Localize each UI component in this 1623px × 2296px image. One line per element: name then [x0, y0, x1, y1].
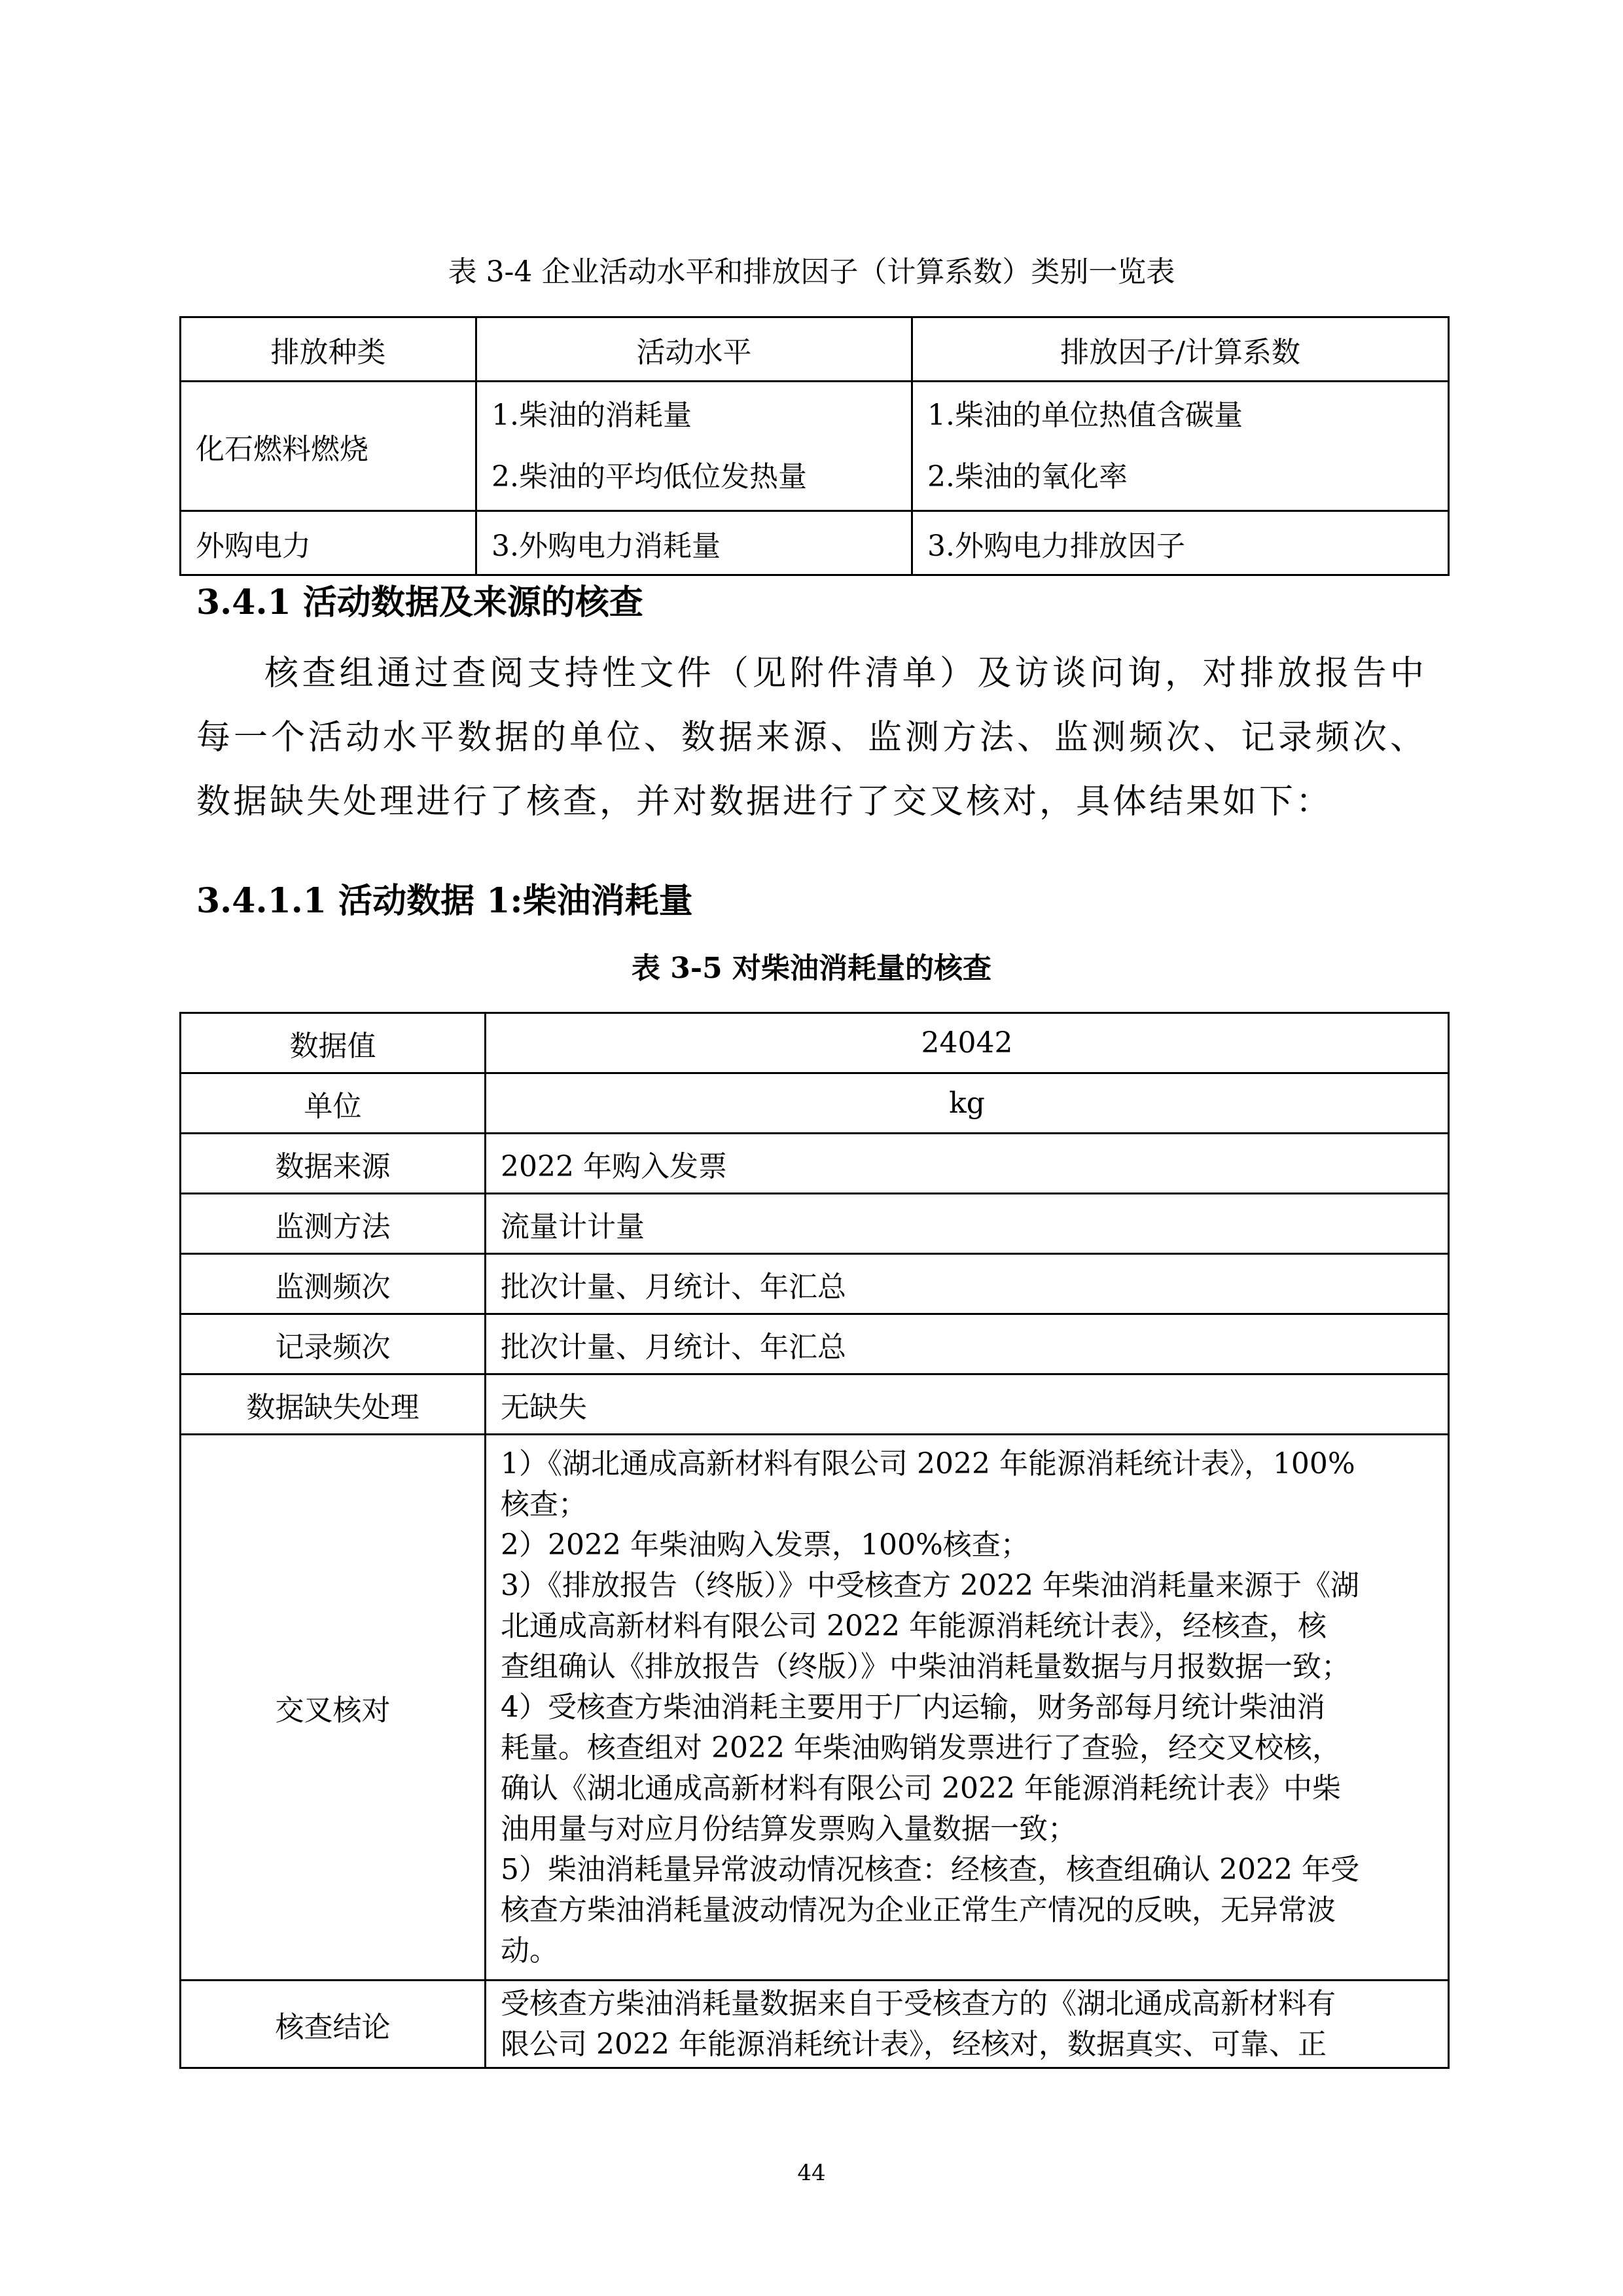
- table35-row: [181, 1134, 1449, 1194]
- cross-check-line: 5）柴油消耗量异常波动情况核查：经核查，核查组确认 2022 年受: [501, 1852, 1359, 1886]
- conclusion-label: 核查结论: [181, 1981, 486, 2068]
- table35-label: 监测方法: [181, 1194, 486, 1254]
- table35-row: [181, 1073, 1449, 1134]
- page-number: 44: [797, 2160, 826, 2186]
- table34-activity-line: 1.柴油的消耗量: [491, 398, 692, 432]
- cross-check-line: 1）《湖北通成高新材料有限公司 2022 年能源消耗统计表》，100%: [501, 1446, 1355, 1480]
- section-heading: 3.4.1 活动数据及来源的核查: [196, 583, 643, 622]
- conclusion-content: [486, 1981, 1449, 2068]
- table34-factor-line: 2.柴油的氧化率: [927, 459, 1128, 493]
- subsection-heading: 3.4.1.1 活动数据 1:柴油消耗量: [196, 881, 693, 921]
- table34-header-row: [181, 317, 1449, 382]
- table34-header-type: 排放种类: [181, 317, 476, 382]
- table34-caption: 表 3-4 企业活动水平和排放因子（计算系数）类别一览表: [448, 255, 1175, 289]
- table-3-5: [179, 1012, 1450, 2069]
- cross-check-line: 耗量。核查组对 2022 年柴油购销发票进行了查验，经交叉校核，: [501, 1731, 1341, 1765]
- table35-row: [181, 1314, 1449, 1374]
- cross-check-line: 3）《排放报告（终版）》中受核查方 2022 年柴油消耗量来源于《湖: [501, 1568, 1359, 1602]
- table35-value: 批次计量、月统计、年汇总: [486, 1314, 1449, 1374]
- table35-conclusion-row: [181, 1981, 1449, 2068]
- cross-check-line: 2）2022 年柴油购入发票，100%核查；: [501, 1528, 1029, 1562]
- table-3-4: [179, 316, 1450, 576]
- table34-header-factor: 排放因子/计算系数: [912, 317, 1449, 382]
- table35-caption: 表 3-5 对柴油消耗量的核查: [631, 952, 992, 985]
- table34-header-activity: 活动水平: [476, 317, 912, 382]
- table35-label: 监测频次: [181, 1254, 486, 1314]
- table35-label: 数据缺失处理: [181, 1374, 486, 1435]
- table34-type-cell: 外购电力: [181, 511, 476, 575]
- cross-check-line: 查组确认《排放报告（终版）》中柴油消耗量数据与月报数据一致；: [501, 1649, 1350, 1683]
- table35-label: 数据值: [181, 1013, 486, 1073]
- table34-row: [181, 382, 1449, 511]
- table35-value: 批次计量、月统计、年汇总: [486, 1254, 1449, 1314]
- table35-value: 24042: [486, 1013, 1449, 1073]
- cross-check-line: 确认《湖北通成高新材料有限公司 2022 年能源消耗统计表》中柴: [501, 1771, 1341, 1805]
- table34-activity-cell: [476, 382, 912, 511]
- cross-check-line: 核查；: [501, 1487, 587, 1521]
- conclusion-line: 限公司 2022 年能源消耗统计表》，经核对，数据真实、可靠、正: [501, 2027, 1327, 2061]
- table35-value: 流量计计量: [486, 1194, 1449, 1254]
- table34-row: [181, 511, 1449, 575]
- table35-value: kg: [486, 1073, 1449, 1134]
- table35-row: [181, 1254, 1449, 1314]
- table34-factor-line: 1.柴油的单位热值含碳量: [927, 398, 1243, 432]
- cross-check-label: 交叉核对: [181, 1435, 486, 1981]
- table35-label: 记录频次: [181, 1314, 486, 1374]
- table34-activity-line: 2.柴油的平均低位发热量: [491, 459, 807, 493]
- table34-type-cell: 化石燃料燃烧: [181, 382, 476, 511]
- table35-label: 数据来源: [181, 1134, 486, 1194]
- cross-check-line: 4）受核查方柴油消耗主要用于厂内运输，财务部每月统计柴油消: [501, 1690, 1325, 1724]
- cross-check-line: 油用量与对应月份结算发票购入量数据一致；: [501, 1812, 1077, 1846]
- table35-cross-row: [181, 1435, 1449, 1981]
- table35-value: 无缺失: [486, 1374, 1449, 1435]
- cross-check-line: 北通成高新材料有限公司 2022 年能源消耗统计表》，经核查，核: [501, 1609, 1327, 1643]
- conclusion-line: 受核查方柴油消耗量数据来自于受核查方的《湖北通成高新材料有: [501, 1986, 1336, 2020]
- cross-check-line: 动。: [501, 1933, 558, 1967]
- table34-factor-cell: 3.外购电力排放因子: [912, 511, 1449, 575]
- cross-check-line: 核查方柴油消耗量波动情况为企业正常生产情况的反映，无异常波: [501, 1893, 1336, 1927]
- table34-factor-cell: [912, 382, 1449, 511]
- table35-row: [181, 1194, 1449, 1254]
- table35-label: 单位: [181, 1073, 486, 1134]
- table34-activity-cell: 3.外购电力消耗量: [476, 511, 912, 575]
- body-paragraph: 核查组通过查阅支持性文件（见附件清单）及访谈问询，对排放报告中每一个活动水平数据的单位、数据来源、监测方法、监测频次、记录频次、数据缺失处理进行了核查，并对数据进行了交叉核对，具体结果如下：: [196, 654, 1427, 821]
- table35-row: [181, 1374, 1449, 1435]
- cross-check-content: [486, 1435, 1449, 1981]
- table35-row: [181, 1013, 1449, 1073]
- table35-value: 2022 年购入发票: [486, 1134, 1449, 1194]
